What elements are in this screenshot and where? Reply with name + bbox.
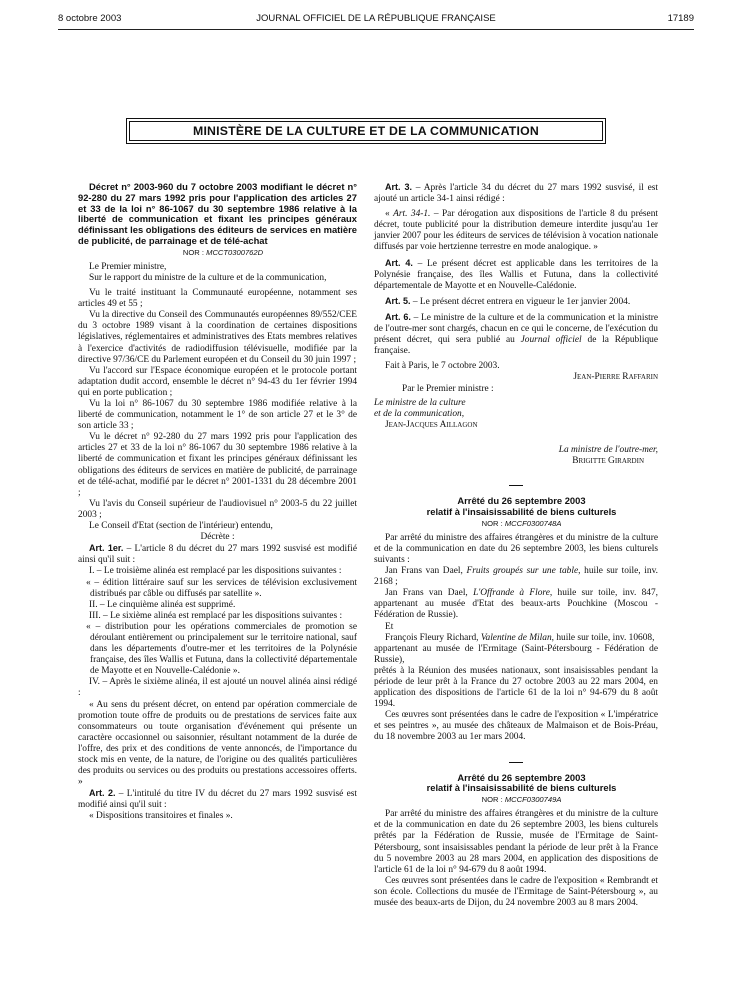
nor-label: NOR : <box>481 518 503 528</box>
artist: Jan Frans van Dael, <box>385 566 467 577</box>
arrete-para: prêtés à la Réunion des musées nationaux, sont insaisissables pendant la période de leur prêt à la France du 27 octobre 2003 au 22 mars 2004, en application des dispositions de l'article 61 de la loi n° 94-679 du 8 août 1994. <box>374 665 658 710</box>
quote-mark: « <box>385 209 394 220</box>
article-ref: Art. 34-1. <box>393 209 431 220</box>
arrete-para: Et <box>385 621 394 632</box>
decree-para: IV. – Après le sixième alinéa, il est ajouté un nouvel alinéa ainsi rédigé : <box>78 677 357 699</box>
section-separator <box>509 762 523 763</box>
ministry-banner <box>126 118 606 144</box>
nor-code: MCCT0300762D <box>206 247 264 257</box>
decree-para: Vu la loi n° 86-1067 du 30 septembre 1986 modifiée relative à la liberté de communication, notamment le 1° de son article 27 et le 3° de son article 33 ; <box>78 399 357 432</box>
page-header <box>58 13 694 27</box>
artwork-detail: , huile sur toile, inv. 10608, <box>551 632 655 643</box>
article-3 <box>374 182 658 205</box>
arrete1-nor <box>374 518 658 529</box>
artwork-detail: , huile sur toile, inv. 847, appartenant au musée d'Etat des beaux-arts Pouchkine (Moscou - Fédération de Russie). <box>374 588 658 621</box>
article-6 <box>374 312 658 357</box>
decree-para: II. – Le cinquième alinéa est supprimé. <box>89 599 236 610</box>
article-2 <box>78 788 357 811</box>
article-label: Art. 2. <box>89 788 116 799</box>
arrete-para <box>374 633 658 644</box>
arrete-para: appartenant au musée de l'Ermitage (Saint-Pétersbourg - Fédération de Russie), <box>374 643 658 665</box>
arrete-para <box>374 566 658 588</box>
decree-para: Vu le traité instituant la Communauté européenne, notamment ses articles 49 et 55 ; <box>78 288 357 310</box>
artwork-title: Fruits groupés sur une table <box>466 566 579 577</box>
minister-outremer: La ministre de l'outre-mer, <box>558 444 658 455</box>
arrete2-title: Arrêté du 26 septembre 2003 <box>457 771 586 783</box>
artist: Jan Frans van Dael, <box>385 588 474 599</box>
decree-para: Le Conseil d'Etat (section de l'intérieur) entendu, <box>89 521 273 532</box>
header-rule <box>58 29 694 30</box>
article-text: – Après l'article 34 du décret du 27 mars 1992 susvisé, il est ajouté un article 34-1 ainsi rédigé : <box>374 183 658 205</box>
minister-culture-line <box>374 409 658 420</box>
nor-code: MCCF0300749A <box>504 795 562 805</box>
signature-girardin: Brigitte Girardin <box>572 455 644 466</box>
signature-pm: Jean-Pierre Raffarin <box>573 372 658 383</box>
header-journal-title: JOURNAL OFFICIEL DE LA RÉPUBLIQUE FRANÇAISE <box>256 13 496 24</box>
article-label: Art. 6. <box>385 311 411 322</box>
journal-ref: Journal officiel <box>520 335 582 346</box>
article-text: – Le ministre de la culture et de la communication et la ministre de l'outre-mer sont chargés, chacun en ce qui le concerne, de l'exécution du présent décret, qui sera publié au <box>374 312 658 346</box>
minister-culture-1: Le ministre de la culture <box>374 397 466 408</box>
decree-title: Décret n° 2003-960 du 7 octobre 2003 modifiant le décret n° 92-280 du 27 mars 1992 pris pour l'application des articles 27 et 33 de la loi n° 86-1067 du 30 septembre 1986 relative à la liberté de communication et fixant les principes généraux définissant les obligations des éditeurs de services en matière de publicité, de parrainage et de télé-achat <box>78 181 357 246</box>
section-separator <box>509 485 523 486</box>
decree-para: Vu l'avis du Conseil supérieur de l'audiovisuel n° 2003-5 du 22 juillet 2003 ; <box>78 498 357 520</box>
arrete-para: Par arrêté du ministre des affaires étrangères et du ministre de la culture et de la communication en date du 26 septembre 2003, les biens culturels prêtés par la Fédération de Russie, musée de l'Ermitage de Saint-Pétersbourg, sont insaisissables pendant la période de leur prêt à la France du 5 novembre 2003 au 28 mars 2004, en application des dispositions de l'article 61 de la loi n° 94-679 du 8 août 1994. <box>374 809 658 875</box>
artwork-detail: , huile sur toile, inv. 2168 ; <box>374 566 658 588</box>
article-label: Art. 4. <box>385 257 413 268</box>
arrete-para: Ces œuvres sont présentées dans le cadre de l'exposition « L'impératrice et ses peintres », au musée des châteaux de Malmaison et de Bois-Préau, du 18 novembre 2003 au 1er mars 2004. <box>374 710 658 743</box>
header-date: 8 octobre 2003 <box>58 13 122 24</box>
decree-quote: « Dispositions transitoires et finales ». <box>89 811 233 822</box>
article-1 <box>78 543 357 566</box>
article-4 <box>374 258 658 292</box>
article-label: Art. 3. <box>385 182 412 192</box>
decree-para: III. – Le sixième alinéa est remplacé par les dispositions suivantes : <box>89 610 343 621</box>
minister-culture-line <box>374 398 658 409</box>
arrete2-subtitle: relatif à l'insaisissabilité de biens culturels <box>426 782 617 794</box>
minister-culture-2: et de la communication, <box>374 408 465 419</box>
decree-quote <box>374 209 658 253</box>
arrete2-nor <box>374 794 658 805</box>
arrete-para: Par arrêté du ministre des affaires étrangères et du ministre de la culture et de la communication en date du 26 septembre 2003, les biens culturels suivants : <box>374 532 658 565</box>
decree-para: Le Premier ministre, <box>89 261 167 272</box>
decree-para: I. – Le troisième alinéa est remplacé par les dispositions suivantes : <box>89 566 342 577</box>
arrete1-title: Arrêté du 26 septembre 2003 <box>457 495 586 507</box>
decree-para: Vu le décret n° 92-280 du 27 mars 1992 pris pour l'application des articles 27 et 33 de la loi n° 86-1067 du 30 septembre 1986 relative à la liberté de communication et fixant les principes généraux définissant les obligations des éditeurs de services en matière de publicité, de parrainage et de télé-achat, modifié par le décret n° 2001-1331 du 28 décembre 2001 ; <box>78 432 357 498</box>
decree-quote: « – distribution pour les opérations commerciales de promotion se déroulant entièrement ou principalement sur le territoire national, sauf dans les départements d'outre-mer et les territoires de la Polynésie française, des îles Wallis et Futuna, dans la collectivité départementale de Mayotte et en Nouvelle-Calédonie ». <box>86 621 357 677</box>
article-text: – L'intitulé du titre IV du décret du 27 mars 1992 susvisé est modifié ainsi qu'il suit : <box>78 789 357 811</box>
decrete-heading: Décrète : <box>200 532 235 543</box>
decree-para: Vu la directive du Conseil des Communautés européennes 89/552/CEE du 3 octobre 1989 visant à la coordination de certaines dispositions législatives, réglementaires et administratives des Etats membres relatives à l'exercice d'activités de radiodiffusion télévisuelle, modifiée par la directive 97/36/CE du Parlement européen et du Conseil du 30 juin 1997 ; <box>78 310 357 365</box>
article-text: – Par dérogation aux dispositions de l'article 8 du présent décret, toute publicité pour la distribution demeure interdite jusqu'au 1er janvier 2007 pour les éditeurs de services de télévision à vocation nationale diffusés par voie hertzienne terrestre en mode analogique. » <box>374 209 658 253</box>
nor-label: NOR : <box>182 247 204 257</box>
par-premier-ministre: Par le Premier ministre : <box>402 383 494 394</box>
decree-quote: « – édition littéraire sauf sur les services de télévision exclusivement distribués par câble ou diffusés par satellite ». <box>86 577 357 599</box>
article-label: Art. 5. <box>385 295 411 306</box>
header-page-number: 17189 <box>667 13 694 24</box>
decree-quote: « Au sens du présent décret, on entend par opération commerciale de promotion toute offre de produits ou de prestations de services faite aux consommateurs ou toute organisation d'événement qui présente un caractère occasionnel ou saisonnier, résultant notamment de la durée de l'offre, des prix et des conditions de vente annoncés, de l'importance du stock mis en vente, de la nature, de l'origine ou des qualités particulières des produits ou services ou des produits ou prestations accessoires offerts. » <box>78 699 357 788</box>
left-column <box>78 182 357 823</box>
nor-label: NOR : <box>481 795 503 805</box>
minister-outremer-line <box>374 445 658 456</box>
nor-code: MCCF0300748A <box>504 518 562 528</box>
signature-date: Fait à Paris, le 7 octobre 2003. <box>385 361 500 372</box>
decree-para: Vu l'accord sur l'Espace économique européen et le protocole portant adaptation dudit accord, ensemble le décret n° 94-43 du 1er février 1994 qui en porte publication ; <box>78 365 357 398</box>
decree-nor <box>78 247 357 258</box>
arrete1-subtitle: relatif à l'insaisissabilité de biens culturels <box>426 505 617 517</box>
signature-aillagon: Jean-Jacques Aillagon <box>385 419 478 430</box>
article-label: Art. 1er. <box>89 543 124 554</box>
article-5 <box>374 296 658 308</box>
article-text: – L'article 8 du décret du 27 mars 1992 susvisé est modifié ainsi qu'il suit : <box>78 544 357 566</box>
arrete-para: Ces œuvres sont présentées dans le cadre de l'exposition « Rembrandt et son école. Collections du musée de l'Ermitage de Saint-Pétersbourg », au musée des beaux-arts de Dijon, du 24 novembre 2003 au 8 mars 2004. <box>374 875 658 908</box>
right-column <box>374 182 658 909</box>
article-text: – Le présent décret entrera en vigueur le 1er janvier 2004. <box>410 296 631 307</box>
arrete-para <box>374 588 658 621</box>
ministry-title: MINISTÈRE DE LA CULTURE ET DE LA COMMUNICATION <box>129 121 603 141</box>
decree-para: Sur le rapport du ministre de la culture et de la communication, <box>89 272 327 283</box>
artist: François Fleury Richard, <box>385 632 481 643</box>
artwork-title: L'Offrande à Flore <box>473 588 550 599</box>
artwork-title: Valentine de Milan <box>480 632 552 643</box>
article-text: – Le présent décret est applicable dans les territoires de la Polynésie française, des îles Wallis et Futuna, dans la collectivité départementale de Mayotte et en Nouvelle-Calédonie. <box>374 258 658 291</box>
article-text: de la République française. <box>374 335 658 357</box>
